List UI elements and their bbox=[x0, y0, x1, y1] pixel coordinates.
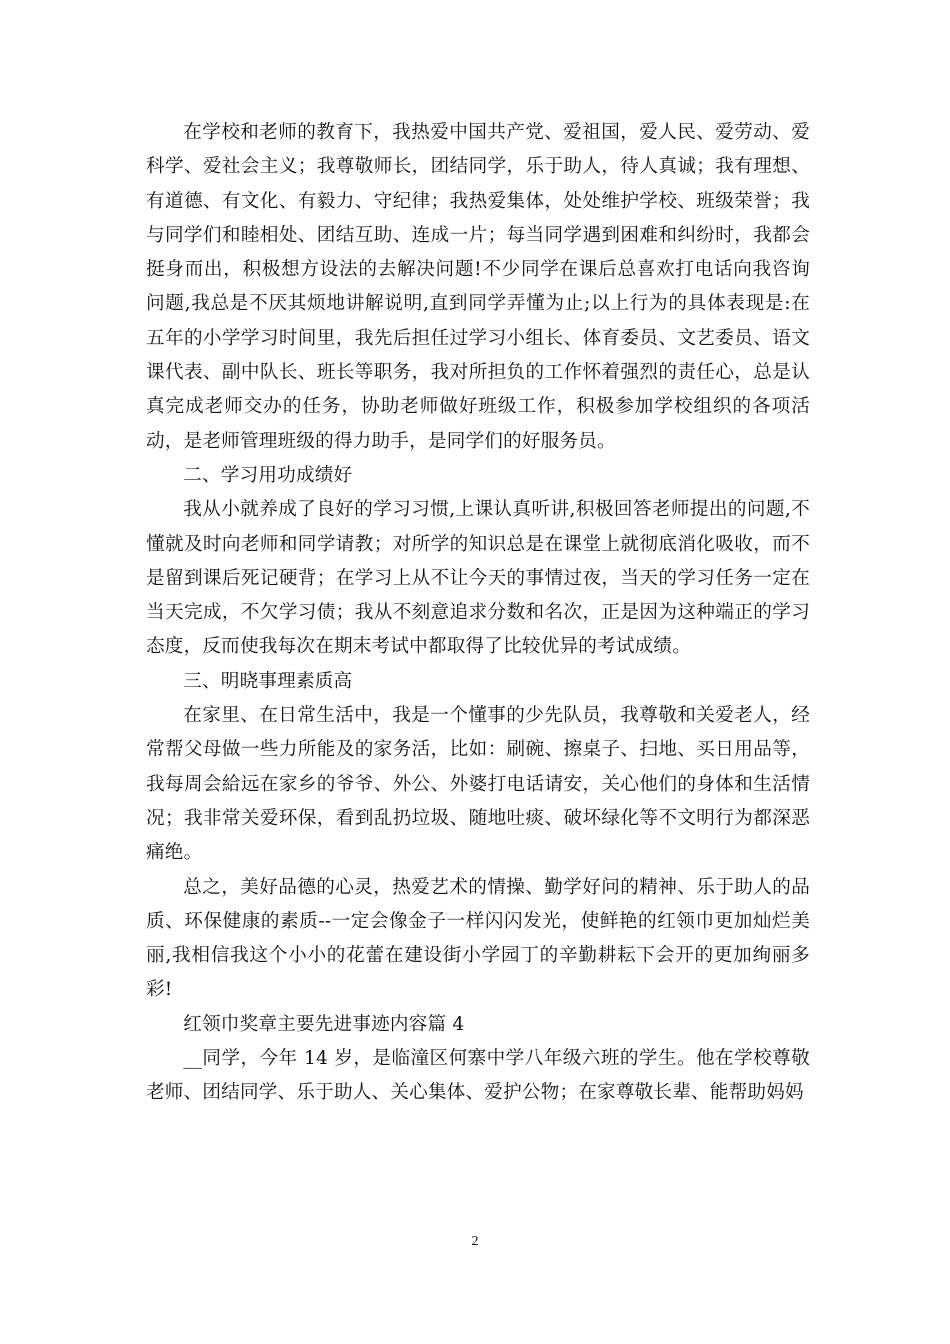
document-body bbox=[146, 116, 810, 1111]
paragraph-conduct: 在学校和老师的教育下，我热爱中国共产党、爱祖国，爱人民、爱劳动、爱科学、爱社会主义；我尊敬师长，团结同学，乐于助人，待人真诚；我有理想、有道德、有文化、有毅力、守纪律；我热爱集体，处处维护学校、班级荣誉；我与同学们和睦相处、团结互助、连成一片；每当同学遇到困难和纠纷时，我都会挺身而出，积极想方设法的去解决问题!不少同学在课后总喜欢打电话向我咨询问题,我总是不厌其烦地讲解说明,直到同学弄懂为止;以上行为的具体表现是:在五年的小学学习时间里，我先后担任过学习小组长、体育委员、文艺委员、语文课代表、副中队长、班长等职务，我对所担负的工作怀着强烈的责任心，总是认真完成老师交办的任务，协助老师做好班级工作，积极参加学校组织的各项活动，是老师管理班级的得力助手，是同学们的好服务员。 bbox=[146, 122, 810, 452]
paragraph-student-intro: __同学，今年 14 岁，是临潼区何寨中学八年级六班的学生。他在学校尊敬老师、团结同学、乐于助人、关心集体、爱护公物；在家尊敬长辈、能帮助妈妈 bbox=[146, 1048, 810, 1104]
page-number: 2 bbox=[471, 1234, 479, 1249]
section-heading-character: 三、明晓事理素质高 bbox=[183, 670, 353, 692]
paragraph-study: 我从小就养成了良好的学习习惯,上课认真听讲,积极回答老师提出的问题,不懂就及时向老师和同学请教；对所学的知识总是在课堂上就彻底消化吸收，而不是留到课后死记硬背；在学习上从不让今天的事情过夜，当天的学习任务一定在当天完成，不欠学习债；我从不刻意追求分数和名次，正是因为这种端正的学习态度，反而使我每次在期末考试中都取得了比较优异的考试成绩。 bbox=[146, 499, 810, 658]
paragraph-conclusion: 总之，美好品德的心灵，热爱艺术的情操、勤学好问的精神、乐于助人的品质、环保健康的素质--一定会像金子一样闪闪发光，使鲜艳的红领巾更加灿烂美丽,我相信我这个小小的花蕾在建设街小学园丁的辛勤耕耘下会开的更加绚丽多彩! bbox=[146, 876, 810, 1001]
article-title-part-4: 红领巾奖章主要先进事迹内容篇 4 bbox=[183, 1013, 465, 1035]
section-heading-study: 二、学习用功成绩好 bbox=[183, 464, 353, 486]
paragraph-home-life: 在家里、在日常生活中，我是一个懂事的少先队员，我尊敬和关爱老人，经常帮父母做一些力所能及的家务活，比如：刷碗、擦桌子、扫地、买日用品等，我每周会給远在家乡的爷爷、外公、外婆打电话请安，关心他们的身体和生活情况；我非常关爱环保，看到乱扔垃圾、随地吐痰、破坏绿化等不文明行为都深恶痛绝。 bbox=[146, 705, 810, 864]
